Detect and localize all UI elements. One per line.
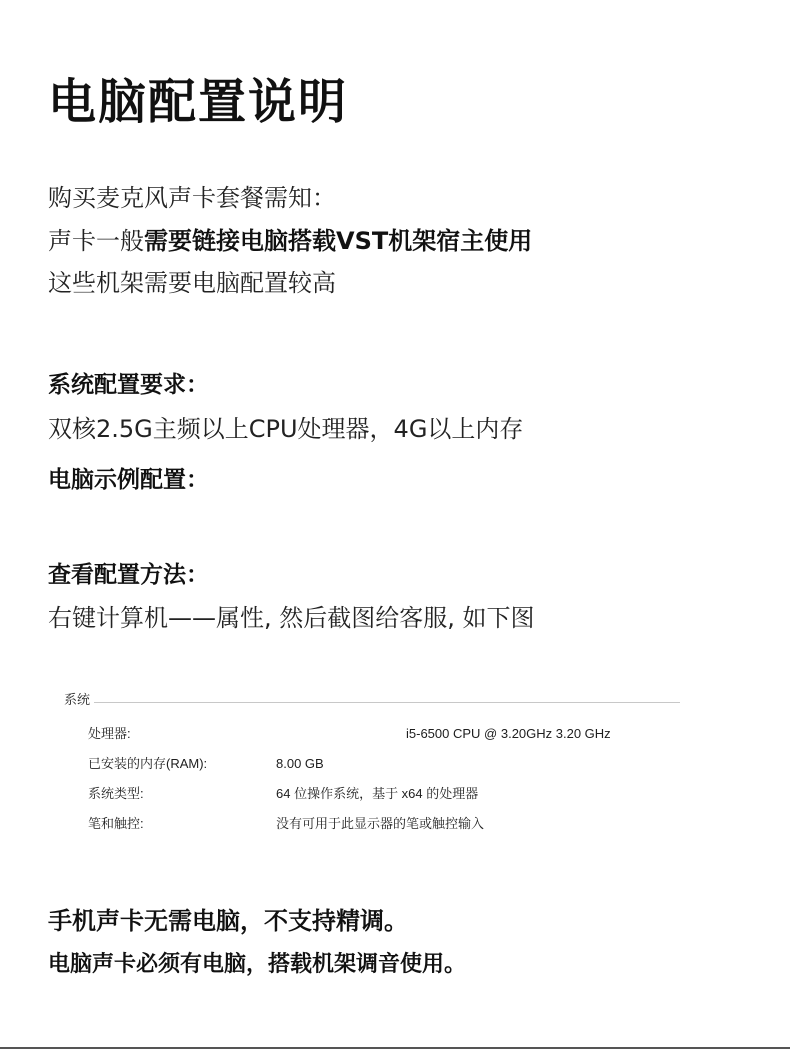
system-row-value: 没有可用于此显示器的笔或触控输入 bbox=[276, 816, 485, 831]
intro-line-2-bold: 需要链接电脑搭载VST机架宿主使用 bbox=[144, 227, 533, 255]
requirements-heading: 系统配置要求： bbox=[48, 372, 209, 398]
intro-line-3: 这些机架需要电脑配置较高 bbox=[48, 269, 336, 297]
system-row-pen-touch bbox=[88, 814, 680, 834]
system-row-memory bbox=[88, 754, 680, 774]
system-section-divider bbox=[94, 702, 680, 703]
system-row-value: i5-6500 CPU @ 3.20GHz 3.20 GHz bbox=[406, 726, 611, 741]
system-row-label: 笔和触控: bbox=[88, 816, 144, 831]
intro-line-2-normal: 声卡一般 bbox=[48, 227, 144, 255]
system-row-label: 已安装的内存(RAM): bbox=[88, 756, 208, 771]
system-row-value: 64 位操作系统，基于 x64 的处理器 bbox=[276, 786, 479, 801]
system-row-processor bbox=[88, 724, 680, 744]
check-text: 右键计算机——属性, 然后截图给客服, 如下图 bbox=[48, 604, 535, 632]
page-title: 电脑配置说明 bbox=[48, 74, 349, 130]
requirements-text: 双核2.5G主频以上CPU处理器，4G以上内存 bbox=[48, 415, 524, 443]
system-section-header bbox=[64, 690, 680, 710]
check-heading: 查看配置方法： bbox=[48, 562, 209, 588]
system-info-screenshot bbox=[60, 688, 680, 838]
intro-line-2 bbox=[48, 225, 532, 257]
system-row-label: 系统类型: bbox=[88, 786, 144, 801]
system-row-label: 处理器: bbox=[88, 726, 131, 741]
system-row-type bbox=[88, 784, 680, 804]
intro-line-1: 购买麦克风声卡套餐需知： bbox=[48, 184, 336, 212]
footer-line-2: 电脑声卡必须有电脑，搭载机架调音使用。 bbox=[48, 952, 467, 977]
footer-line-1: 手机声卡无需电脑，不支持精调。 bbox=[48, 907, 408, 935]
system-section-title: 系统 bbox=[64, 690, 94, 710]
example-heading: 电脑示例配置： bbox=[48, 467, 209, 493]
bottom-divider bbox=[0, 1047, 790, 1049]
system-row-value: 8.00 GB bbox=[276, 756, 324, 771]
